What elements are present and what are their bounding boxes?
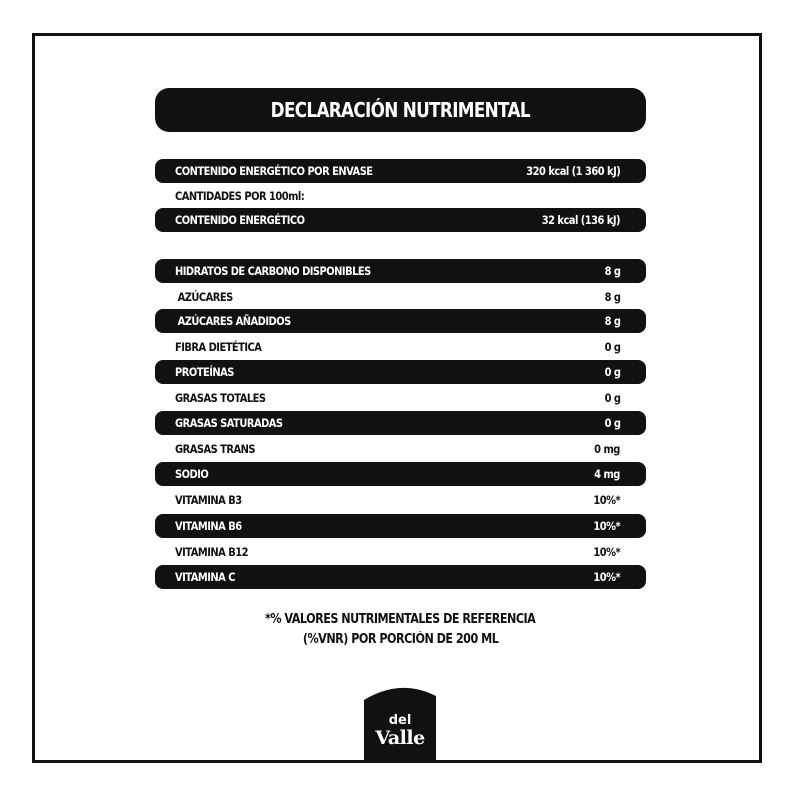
row-label: CONTENIDO ENERGÉTICO bbox=[175, 213, 305, 227]
row-label: VITAMINA C bbox=[175, 570, 235, 584]
row-label: GRASAS SATURADAS bbox=[175, 416, 283, 430]
row-value: 0 g bbox=[604, 391, 620, 405]
row-value: 8 g bbox=[604, 264, 620, 278]
row-label: PROTEÍNAS bbox=[175, 365, 234, 379]
logo-text-valle: Valle bbox=[375, 727, 425, 749]
row-value: 10%* bbox=[593, 545, 620, 559]
del-valle-logo bbox=[362, 682, 438, 762]
row-label: AZÚCARES AÑADIDOS bbox=[177, 314, 291, 328]
row-value: 8 g bbox=[604, 290, 620, 304]
row-proteins bbox=[155, 360, 646, 384]
row-sugars bbox=[155, 285, 646, 309]
row-label: CANTIDADES POR 100ml: bbox=[175, 189, 305, 203]
footnote-line-2: (%VNR) POR PORCIÓN DE 200 ML bbox=[302, 632, 499, 647]
row-vitamin-b6 bbox=[155, 514, 646, 538]
row-label: GRASAS TOTALES bbox=[175, 391, 266, 405]
row-value: 10%* bbox=[593, 570, 620, 584]
row-vitamin-b12 bbox=[155, 540, 646, 564]
title-bar bbox=[155, 88, 646, 132]
row-label: FIBRA DIETÉTICA bbox=[175, 340, 262, 354]
row-sodium bbox=[155, 462, 646, 486]
row-added-sugars bbox=[155, 309, 646, 333]
row-vitamin-b3 bbox=[155, 488, 646, 512]
row-value: 8 g bbox=[604, 314, 620, 328]
row-vitamin-c bbox=[155, 565, 646, 589]
row-value: 10%* bbox=[593, 519, 620, 533]
footnote-line-1: *% VALORES NUTRIMENTALES DE REFERENCIA bbox=[265, 612, 536, 627]
row-label: AZÚCARES bbox=[177, 290, 233, 304]
row-label: CONTENIDO ENERGÉTICO POR ENVASE bbox=[175, 164, 373, 178]
row-value: 0 g bbox=[604, 416, 620, 430]
row-value: 0 g bbox=[604, 340, 620, 354]
row-value: 10%* bbox=[593, 493, 620, 507]
page-title: DECLARACIÓN NUTRIMENTAL bbox=[270, 98, 531, 122]
row-label: HIDRATOS DE CARBONO DISPONIBLES bbox=[175, 264, 371, 278]
logo-text-del: del bbox=[388, 713, 412, 728]
row-energy-per-package bbox=[155, 159, 646, 183]
row-quantities-per-100ml bbox=[155, 184, 646, 208]
row-total-fat bbox=[155, 386, 646, 410]
row-label: VITAMINA B6 bbox=[175, 519, 242, 533]
row-value: 0 mg bbox=[594, 442, 620, 456]
row-value: 32 kcal (136 kJ) bbox=[541, 213, 620, 227]
row-value: 320 kcal (1 360 kJ) bbox=[526, 164, 620, 178]
row-value: 4 mg bbox=[594, 467, 620, 481]
row-value: 0 g bbox=[604, 365, 620, 379]
footnote bbox=[155, 610, 646, 650]
row-label: VITAMINA B12 bbox=[175, 545, 248, 559]
row-label: GRASAS TRANS bbox=[175, 442, 255, 456]
row-label: SODIO bbox=[175, 467, 209, 481]
row-carbohydrates bbox=[155, 259, 646, 283]
row-energy bbox=[155, 208, 646, 232]
row-label: VITAMINA B3 bbox=[175, 493, 242, 507]
row-saturated-fat bbox=[155, 411, 646, 435]
row-trans-fat bbox=[155, 437, 646, 461]
row-dietary-fiber bbox=[155, 335, 646, 359]
